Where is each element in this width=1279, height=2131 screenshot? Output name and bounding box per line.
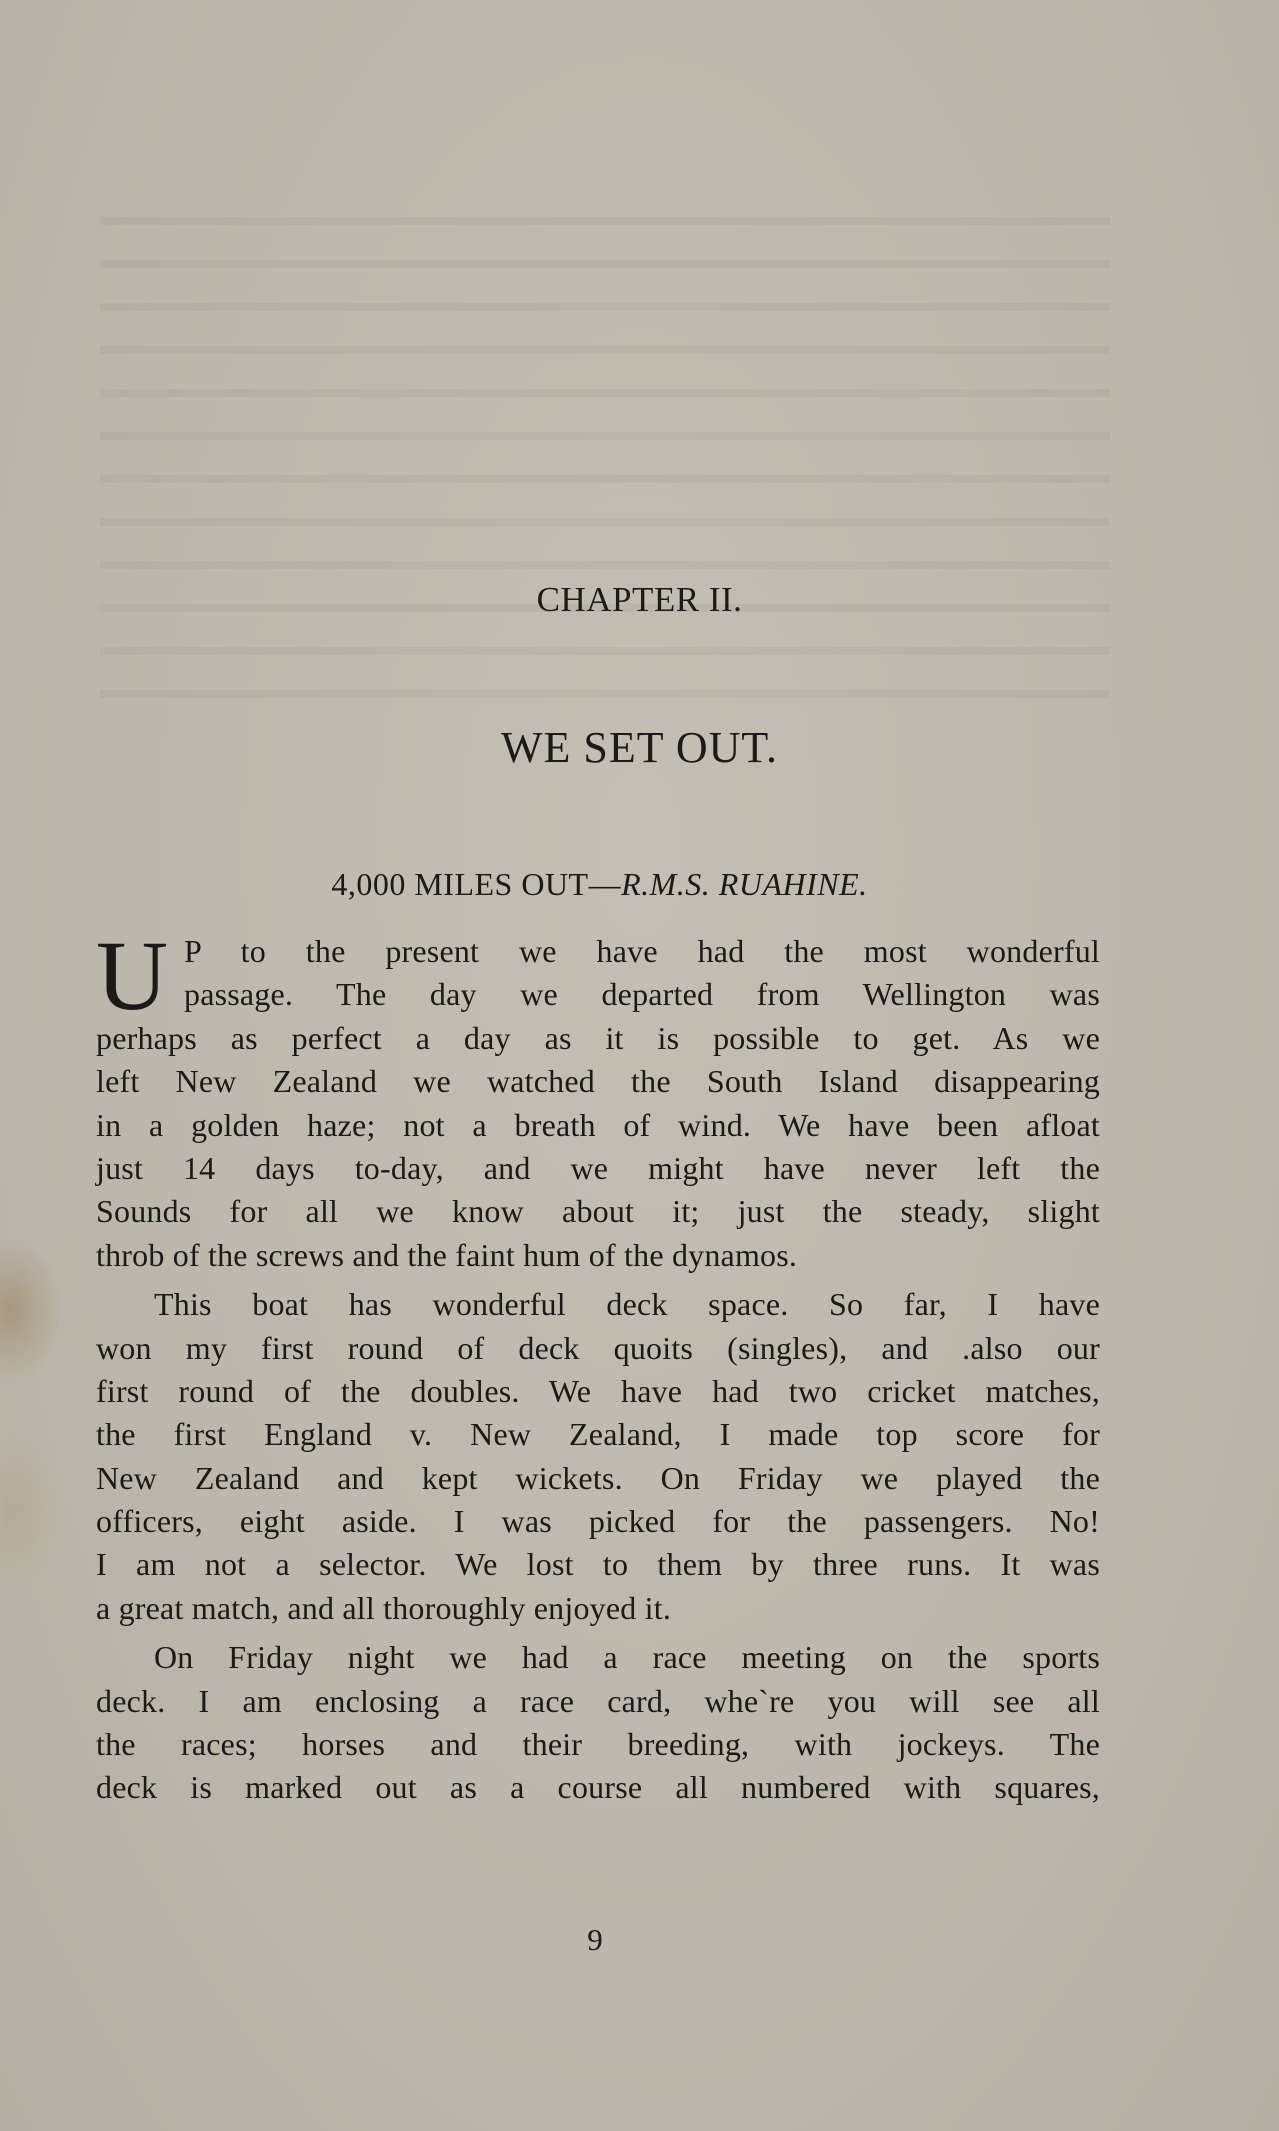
bleed-through-text <box>100 195 1110 715</box>
text-line: On Friday night we had a race meeting on the sports <box>154 1639 1100 1676</box>
text-line: P to the present we have had the most wonderful <box>184 933 1100 969</box>
section-heading <box>0 866 1199 903</box>
text-line: passage. The day we departed from Wellington was <box>184 976 1100 1013</box>
text-line: just 14 days to-day, and we might have never left the <box>96 1149 1100 1186</box>
text-line: the first England v. New Zealand, I made top score for <box>96 1416 1100 1453</box>
text-line: deck is marked out as a course all numbered with squares, <box>96 1769 1100 1806</box>
chapter-label: CHAPTER II. <box>536 580 743 619</box>
text-line: a great match, and all thoroughly enjoyed it. <box>96 1589 672 1626</box>
text-line: left New Zealand we watched the South Island disappearing <box>96 1063 1100 1100</box>
chapter-title: WE SET OUT. <box>501 723 778 772</box>
text-line: throb of the screws and the faint hum of the dynamos. <box>96 1236 798 1273</box>
page-stain <box>0 1240 60 1380</box>
section-heading-prefix: 4,000 MILES OUT— <box>331 866 622 902</box>
text-line: first round of the doubles. We have had two cricket matches, <box>96 1372 1100 1409</box>
paragraph-3 <box>96 1636 1100 1810</box>
page-number: 9 <box>587 1922 603 1957</box>
drop-cap: U <box>96 920 169 1031</box>
text-line: won my first round of deck quoits (singles), and .also our <box>96 1329 1100 1366</box>
text-line: This boat has wonderful deck space. So far, I have <box>154 1286 1100 1323</box>
text-line: deck. I am enclosing a race card, whe`re you will see all <box>96 1682 1100 1719</box>
text-line: in a golden haze; not a breath of wind. We have been afloat <box>96 1106 1100 1143</box>
text-line: officers, eight aside. I was picked for the passengers. No! <box>96 1503 1100 1540</box>
paragraph-2 <box>96 1283 1100 1630</box>
text-line: I am not a selector. We lost to them by three runs. It was <box>96 1546 1100 1583</box>
page-stain-faint <box>0 1430 60 1590</box>
text-line: New Zealand and kept wickets. On Friday we played the <box>96 1459 1100 1496</box>
section-heading-ship: R.M.S. RUAHINE. <box>621 866 868 902</box>
paragraph-1 <box>96 920 1100 1277</box>
text-line: perhaps as perfect a day as it is possible to get. As we <box>96 1019 1100 1056</box>
text-line: Sounds for all we know about it; just the steady, slight <box>96 1193 1100 1230</box>
body-text <box>96 920 1100 1810</box>
text-line: the races; horses and their breeding, with jockeys. The <box>96 1726 1100 1763</box>
